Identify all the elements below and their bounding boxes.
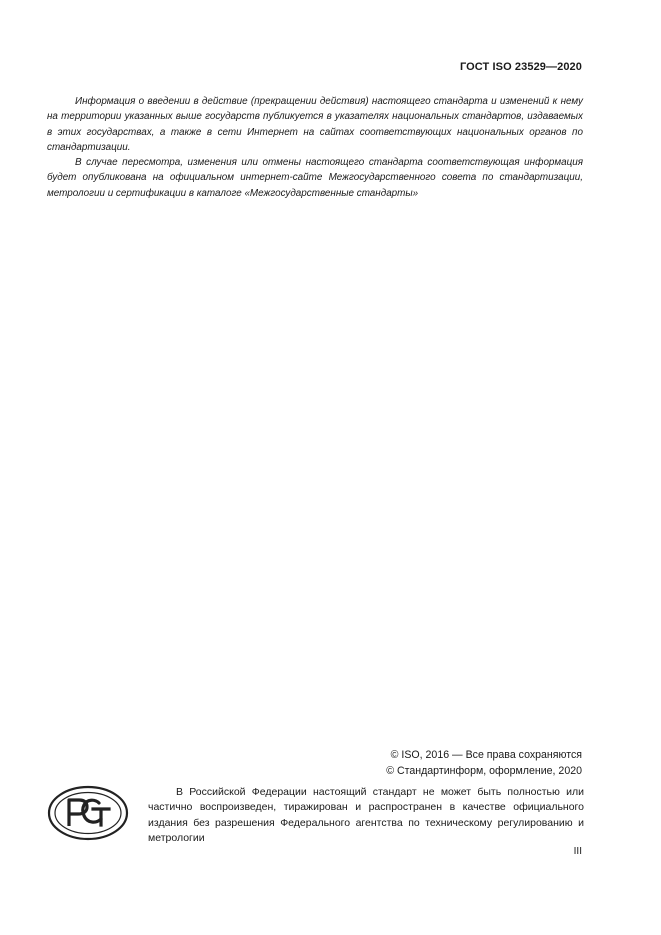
reproduction-notice — [148, 785, 584, 847]
copyright-standartinform: © Стандартинформ, оформление, 2020 — [386, 765, 582, 777]
copyright-block — [386, 747, 582, 779]
intro-paragraph-2: В случае пересмотра, изменения или отмены настоящего стандарта соответствующая информация будет опубликована на официальном интернет-сайте Межгосударственного совета по стандартизации, метрологии и сертификации в каталоге «Межгосударственные стандарты» — [47, 157, 583, 199]
document-id: ГОСТ ISO 23529—2020 — [459, 61, 582, 73]
intro-paragraph-1: Информация о введении в действие (прекращении действия) настоящего стандарта и изменений к нему на территории указанных выше государств публикуется в указателях национальных стандартов, издаваемых в этих государствах, а также в сети Интернет на сайтах соответствующих национальных органов по стандартизации. — [47, 96, 583, 153]
reproduction-notice-text: В Российской Федерации настоящий стандарт не может быть полностью или частично воспроизведен, тиражирован и распространен в качестве официального издания без разрешения Федерального агентства по техническому регулированию и метрологии — [148, 786, 584, 845]
pst-mark-logo-icon — [47, 785, 129, 841]
intro-text — [47, 94, 583, 201]
copyright-iso: © ISO, 2016 — Все права сохраняются — [390, 749, 582, 761]
page-number: III — [573, 846, 582, 857]
